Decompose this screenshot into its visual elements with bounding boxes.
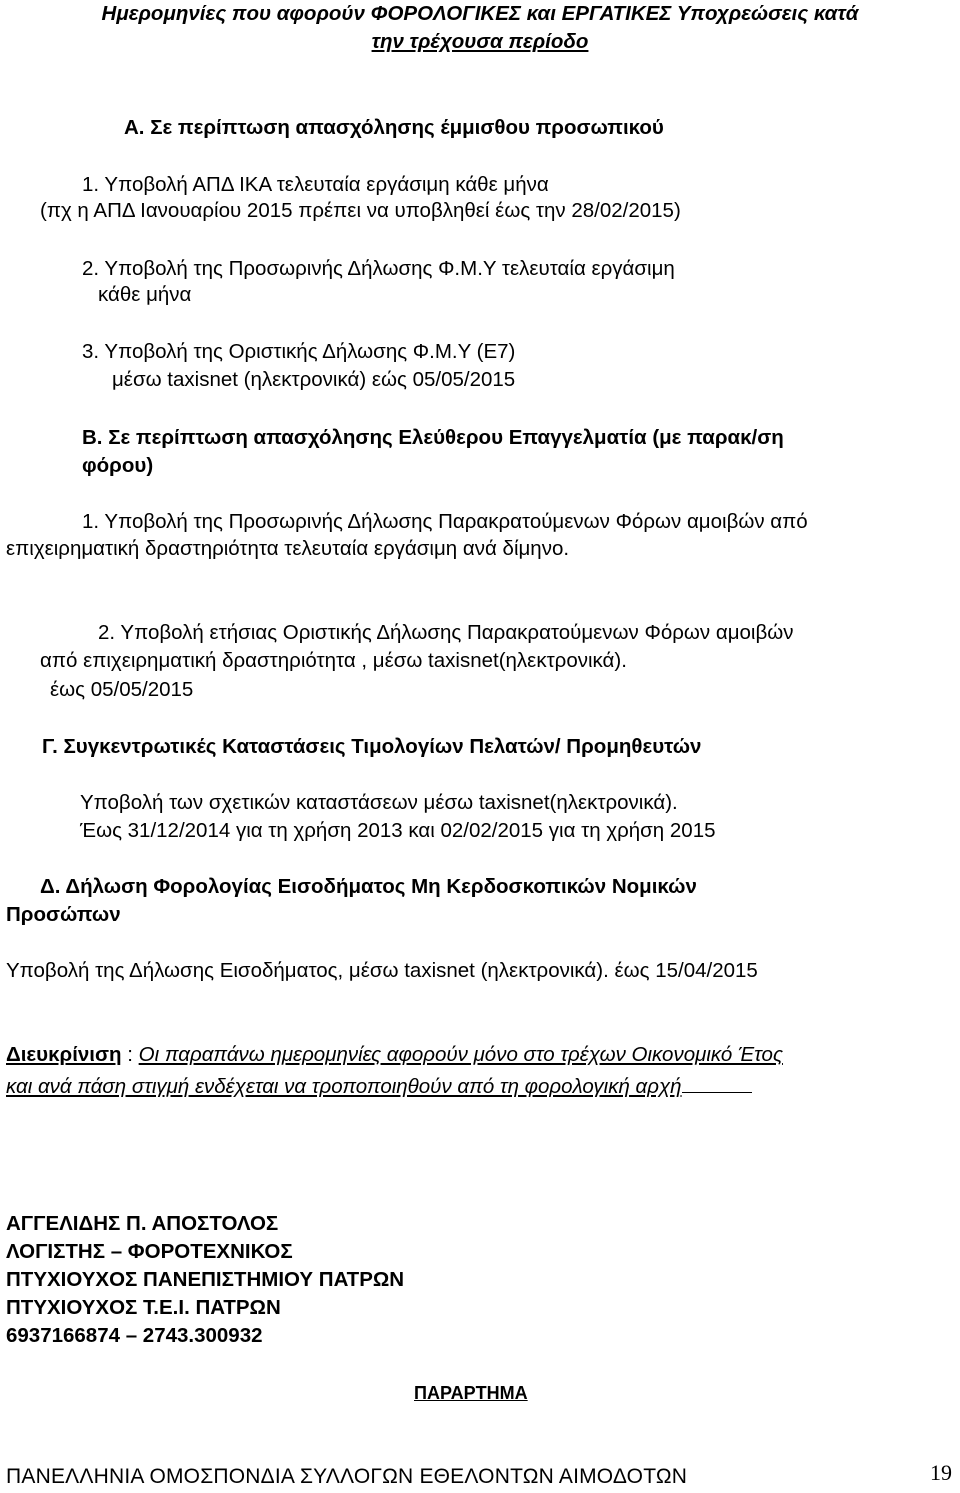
- section-a-item1-line2: (πχ η ΑΠΔ Ιανουαρίου 2015 πρέπει να υποβληθεί έως την 28/02/2015): [40, 199, 681, 222]
- signature-phones: 6937166874 – 2743.300932: [6, 1324, 263, 1347]
- signature-degree2: ΠΤΥΧΙΟΥΧΟΣ Τ.Ε.Ι. ΠΑΤΡΩΝ: [6, 1296, 281, 1319]
- title-line-2: [0, 29, 960, 55]
- page-number: 19: [930, 1460, 952, 1485]
- section-b-item2-line1: 2. Υποβολή ετήσιας Οριστικής Δήλωσης Παρακρατούμενων Φόρων αμοιβών: [98, 621, 794, 644]
- section-b-heading-line1: Β. Σε περίπτωση απασχόλησης Ελεύθερου Επαγγελματία (με παρακ/ση: [82, 426, 784, 449]
- section-b-item1-line2: επιχειρηματική δραστηριότητα τελευταία εργάσιμη ανά δίμηνο.: [6, 537, 570, 560]
- section-d-heading-line2: Προσώπων: [6, 903, 121, 926]
- section-a-item2-line1: 2. Υποβολή της Προσωρινής Δήλωσης Φ.Μ.Υ τελευταία εργάσιμη: [82, 257, 675, 280]
- section-c-line2: Έως 31/12/2014 για τη χρήση 2013 και 02/02/2015 για τη χρήση 2015: [80, 819, 716, 842]
- signature-name: ΑΓΓΕΛΙΔΗΣ Π. ΑΠΟΣΤΟΛΟΣ: [6, 1212, 279, 1235]
- clarification-label: Διευκρίνιση: [6, 1043, 122, 1066]
- title-line-2-text: την τρέχουσα περίοδο: [371, 30, 589, 53]
- appendix-label: ΠΑΡΑΡΤΗΜΑ: [414, 1383, 528, 1403]
- section-a-item2-line2: κάθε μήνα: [98, 283, 192, 306]
- clarification-separator: :: [121, 1043, 139, 1066]
- appendix-heading: [414, 1380, 528, 1406]
- section-b-heading-line2: φόρου): [82, 454, 154, 477]
- section-b-item2-line2: από επιχειρηματική δραστηριότητα , μέσω taxisnet(ηλεκτρονικά).: [40, 649, 627, 672]
- title-line-1: Ημερομηνίες που αφορούν ΦΟΡΟΛΟΓΙΚΕΣ και ΕΡΓΑΤΙΚΕΣ Υποχρεώσεις κατά: [101, 2, 859, 25]
- section-a-heading: Α. Σε περίπτωση απασχόλησης έμμισθου προσωπικού: [124, 116, 664, 139]
- clarification-text-line1: Οι παραπάνω ημερομηνίες αφορούν μόνο στο τρέχων Οικονομικό Έτος: [138, 1043, 783, 1066]
- signature-degree1: ΠΤΥΧΙΟΥΧΟΣ ΠΑΝΕΠΙΣΤΗΜΙΟΥ ΠΑΤΡΩΝ: [6, 1268, 405, 1291]
- section-d-heading-line1: Δ. Δήλωση Φορολογίας Εισοδήματος Μη Κερδοσκοπικών Νομικών: [40, 875, 697, 898]
- signature-title: ΛΟΓΙΣΤΗΣ – ΦΟΡΟΤΕΧΝΙΚΟΣ: [6, 1240, 293, 1263]
- clarification-line1: [6, 1042, 783, 1068]
- section-a-item3-line2: μέσω taxisnet (ηλεκτρονικά) εώς 05/05/2015: [112, 368, 516, 391]
- clarification-text-line2: και ανά πάση στιγμή ενδέχεται να τροποποιηθούν από τη φορολογική αρχή: [6, 1075, 682, 1098]
- section-c-heading: Γ. Συγκεντρωτικές Καταστάσεις Τιμολογίων Πελατών/ Προμηθευτών: [42, 735, 702, 758]
- section-d-line1: Υποβολή της Δήλωσης Εισοδήματος, μέσω taxisnet (ηλεκτρονικά). έως 15/04/2015: [6, 959, 758, 982]
- section-c-line1: Υποβολή των σχετικών καταστάσεων μέσω taxisnet(ηλεκτρονικά).: [80, 791, 678, 814]
- footer-organization: ΠΑΝΕΛΛΗΝΙΑ ΟΜΟΣΠΟΝΔΙΑ ΣΥΛΛΟΓΩΝ ΕΘΕΛΟΝΤΩΝ ΑΙΜΟΔΟΤΩΝ: [6, 1465, 688, 1488]
- clarification-underline-tail: [682, 1071, 752, 1093]
- section-a-item1-line1: 1. Υποβολή ΑΠΔ ΙΚΑ τελευταία εργάσιμη κάθε μήνα: [82, 173, 549, 196]
- clarification-line2: [6, 1071, 752, 1100]
- section-b-item2-line3: έως 05/05/2015: [50, 678, 194, 701]
- section-a-item3-line1: 3. Υποβολή της Οριστικής Δήλωσης Φ.Μ.Υ (Ε7): [82, 340, 516, 363]
- section-b-item1-line1: 1. Υποβολή της Προσωρινής Δήλωσης Παρακρατούμενων Φόρων αμοιβών από: [82, 510, 808, 533]
